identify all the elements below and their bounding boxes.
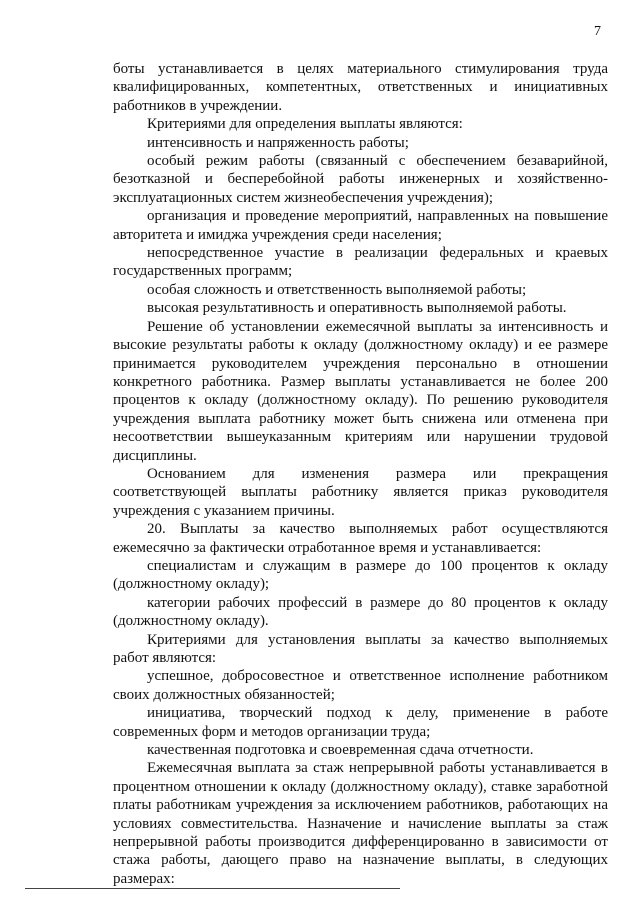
list-item-duties: успешное, добросовестное и ответственное исполнение работником своих должностных обязанностей; [113, 668, 608, 703]
list-item-complexity: особая сложность и ответственность выполняемой работы; [147, 281, 527, 298]
document-body [113, 60, 608, 888]
list-item-programs: непосредственное участие в реализации федеральных и краевых государственных программ; [113, 245, 608, 280]
list-item-specialists: специалистам и служащим в размере до 100 процентов к окладу (должностному окладу); [113, 557, 608, 593]
list-item-events: организация и проведение мероприятий, направленных на повышение авторитета и имиджа учреждения среди населения; [113, 208, 608, 243]
list-item-special-mode: особый режим работы (связанный с обеспечением безаварийной, безотказной и бесперебойной работы инженерных и хозяйственно-эксплуатационных систем жизнеобеспечения учреждения); [113, 153, 608, 206]
list-item-reporting: качественная подготовка и своевременная сдача отчетности. [147, 742, 534, 759]
list-item-intensity: интенсивность и напряженность работы; [147, 134, 409, 151]
list-item-performance: высокая результативность и оперативность выполняемой работы. [147, 300, 567, 317]
paragraph-seniority: Ежемесячная выплата за стаж непрерывной работы устанавливается в процентном отношении к окладу (должностному окладу), ставке заработной платы работникам учреждения за исключением работников, работающих на условиях совместительства. Назначение и начисление выплаты за стаж непрерывной работы производится дифференцированно в зависимости от стажа работы, дающего право на назначение выплаты, в следующих размерах: [113, 760, 608, 887]
paragraph-decision: Решение об установлении ежемесячной выплаты за интенсивность и высокие результаты работы к окладу (должностному окладу) и ее размере принимается руководителем учреждения персонально в отношении конкретного работника. Размер выплаты устанавливается не более 200 процентов к окладу (должностному окладу). По решению руководителя учреждения выплата работнику может быть снижена или отменена при несоответствии вышеуказанным критериям или нарушении трудовой дисциплины. [113, 318, 608, 464]
paragraph-quality-criteria: Критериями для установления выплаты за качество выполняемых работ являются: [113, 631, 608, 666]
paragraph-basis: Основанием для изменения размера или прекращения соответствующей выплаты работнику является приказ руководителя учреждения с указанием причины. [113, 465, 608, 519]
paragraph-continuation: боты устанавливается в целях материального стимулирования труда квалифицированных, компетентных, ответственных и инициативных работников в учреждении. [113, 61, 608, 114]
paragraph-section-20: 20. Выплаты за качество выполняемых работ осуществляются ежемесячно за фактически отработанное время и устанавливается: [113, 521, 608, 556]
list-item-initiative: инициатива, творческий подход к делу, применение в работе современных форм и методов организации труда; [113, 705, 608, 740]
paragraph-criteria-intro: Критериями для определения выплаты являются: [147, 116, 463, 133]
bottom-rule [25, 888, 400, 889]
page-number: 7 [594, 24, 601, 39]
list-item-workers: категории рабочих профессий в размере до 80 процентов к окладу (должностному окладу). [113, 594, 608, 630]
